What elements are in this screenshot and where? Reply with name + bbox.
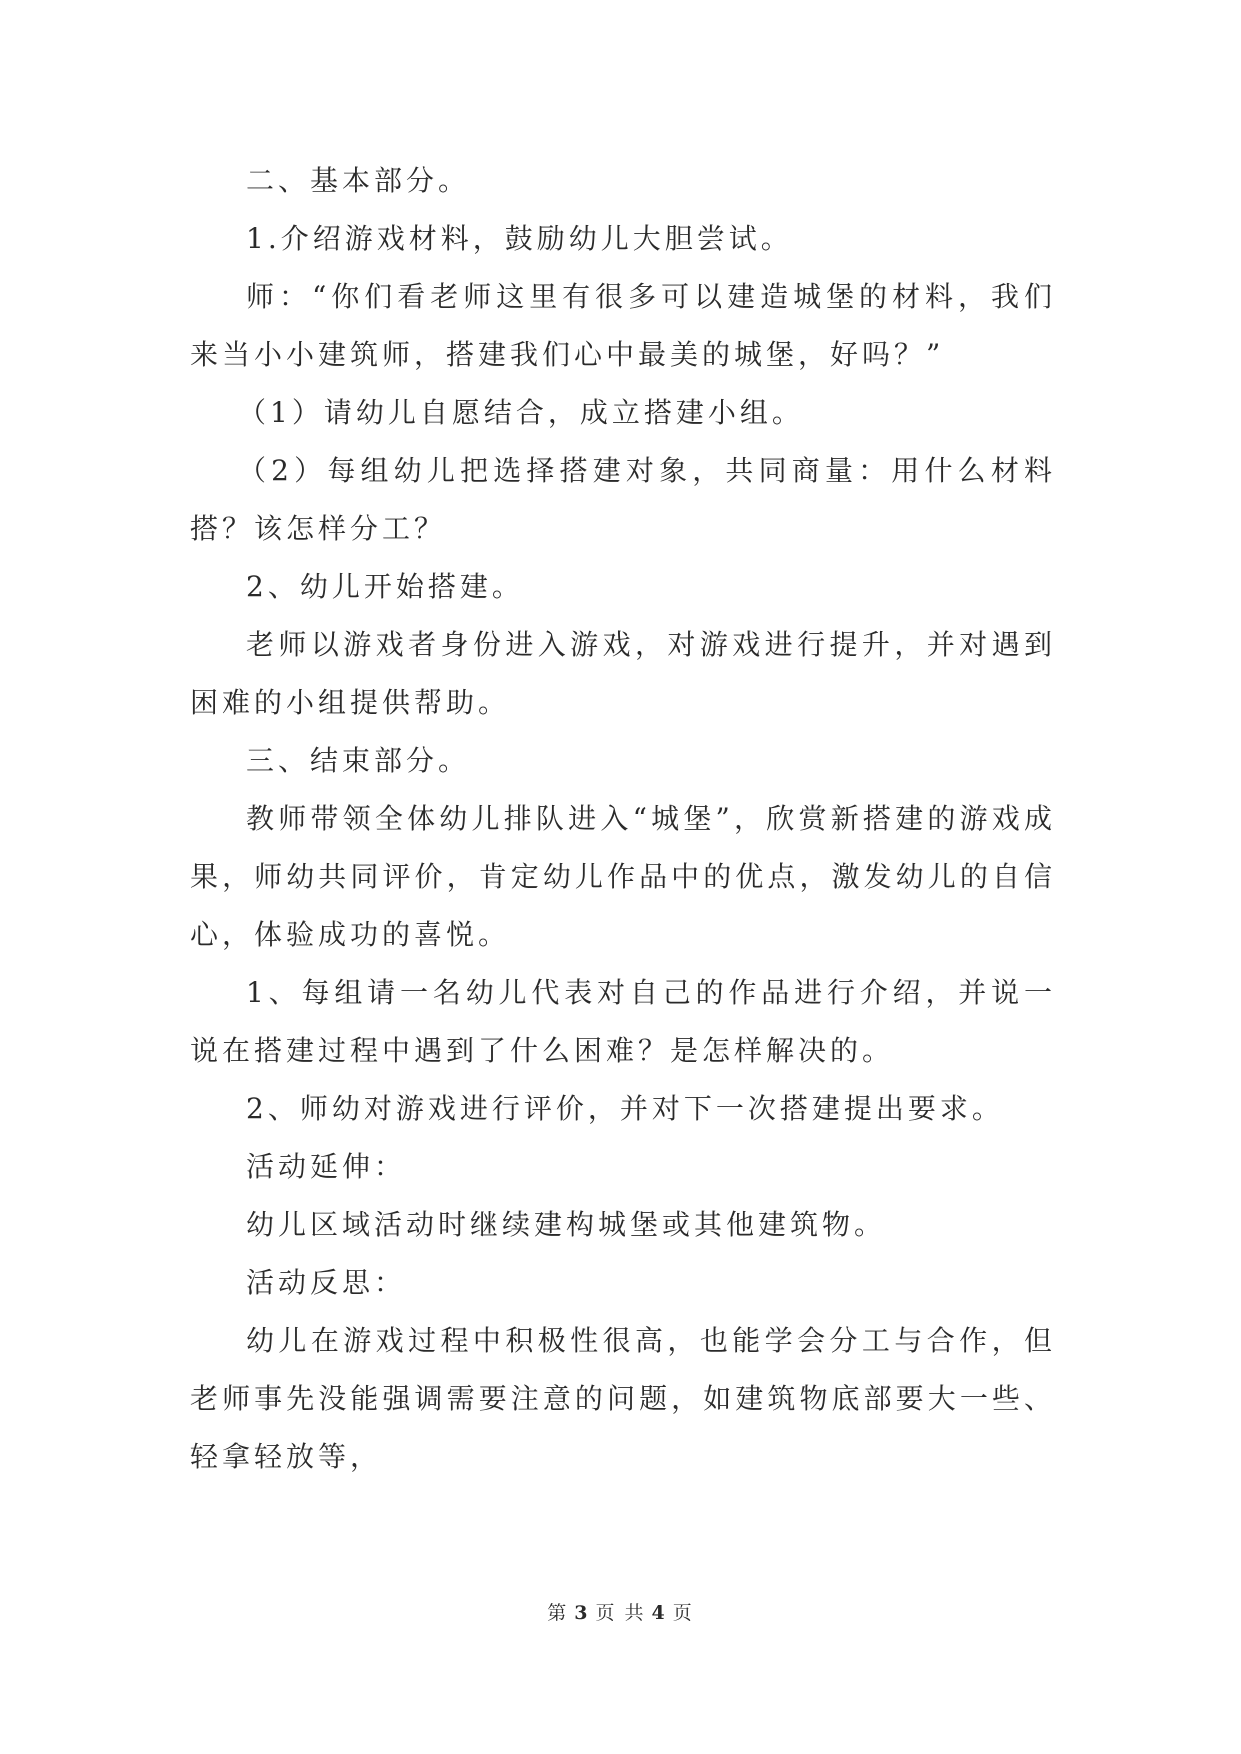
paragraph: 1、每组请一名幼儿代表对自己的作品进行介绍，并说一说在搭建过程中遇到了什么困难？是怎样解决的。 <box>190 976 1056 1067</box>
paragraph: 1.介绍游戏材料，鼓励幼儿大胆尝试。 <box>246 222 793 255</box>
paragraph: （2）每组幼儿把选择搭建对象，共同商量：用什么材料搭？该怎样分工？ <box>190 454 1056 545</box>
paragraph: 活动延伸： <box>246 1150 407 1183</box>
paragraph: （1）请幼儿自愿结合，成立搭建小组。 <box>238 396 804 429</box>
paragraph: 教师带领全体幼儿排队进入“城堡”，欣赏新搭建的游戏成果，师幼共同评价，肯定幼儿作品中的优点，激发幼儿的自信心，体验成功的喜悦。 <box>190 802 1056 951</box>
footer-current-page: 3 <box>574 1602 590 1624</box>
page-footer <box>0 1598 1241 1625</box>
paragraph: 2、师幼对游戏进行评价，并对下一次搭建提出要求。 <box>246 1092 1004 1125</box>
paragraph: 幼儿在游戏过程中积极性很高，也能学会分工与合作，但老师事先没能强调需要注意的问题，如建筑物底部要大一些、轻拿轻放等， <box>190 1324 1056 1473</box>
body-text <box>190 152 1056 1486</box>
footer-middle: 页 共 <box>595 1602 646 1624</box>
paragraph: 二、基本部分。 <box>246 164 471 197</box>
paragraph: 活动反思： <box>246 1266 407 1299</box>
paragraph: 师：“你们看老师这里有很多可以建造城堡的材料，我们来当小小建筑师，搭建我们心中最美的城堡，好吗？” <box>190 280 1056 371</box>
paragraph: 幼儿区域活动时继续建构城堡或其他建筑物。 <box>246 1208 887 1241</box>
footer-total-pages: 4 <box>651 1602 667 1624</box>
paragraph: 三、结束部分。 <box>246 744 471 777</box>
footer-suffix: 页 <box>672 1602 694 1624</box>
paragraph: 2、幼儿开始搭建。 <box>246 570 524 603</box>
footer-prefix: 第 <box>547 1602 569 1624</box>
paragraph: 老师以游戏者身份进入游戏，对游戏进行提升，并对遇到困难的小组提供帮助。 <box>190 628 1056 719</box>
